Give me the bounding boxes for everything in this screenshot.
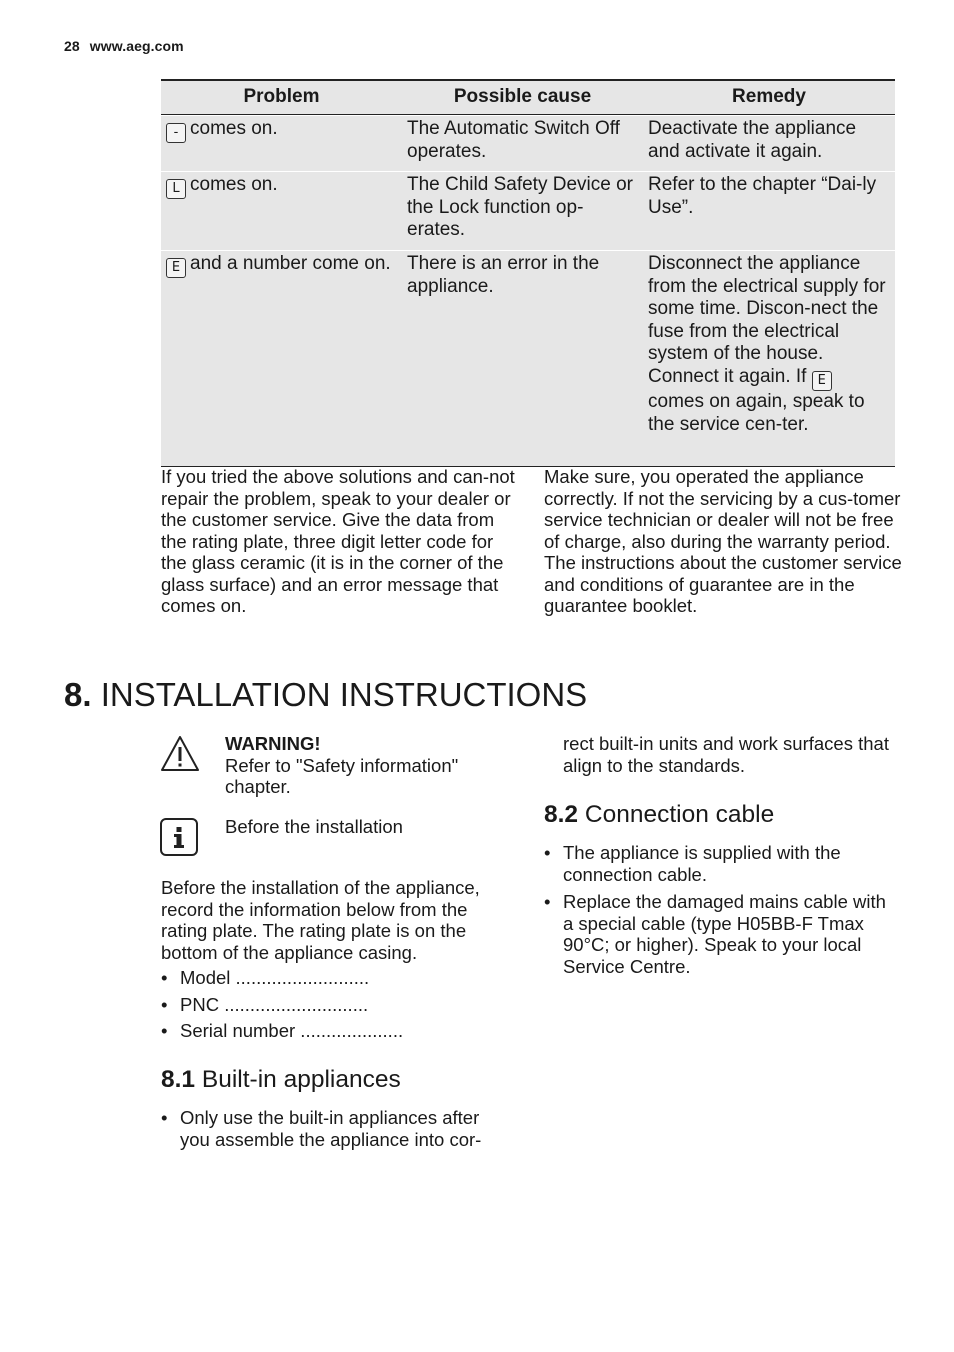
before-installation-paragraph: Before the installation of the appliance, record the information below from the rating plate. The rating plate is on the bottom of the appliance casing. — [161, 877, 480, 963]
warning-note — [225, 733, 505, 798]
built-in-list-continuation: rect built-in units and work surfaces that align to the standards. — [563, 733, 889, 776]
problem-text: and a number come on. — [190, 253, 391, 274]
display-symbol-icon: E — [812, 371, 832, 391]
warning-text: Refer to "Safety information" chapter. — [225, 754, 459, 797]
display-symbol-icon: - — [166, 123, 186, 143]
remedy-cell: Refer to the chapter “Dai-ly Use”. — [648, 174, 877, 218]
list-item: • PNC ............................ — [161, 994, 403, 1016]
cause-cell: The Automatic Switch Off operates. — [407, 118, 620, 162]
display-symbol-icon: E — [166, 258, 186, 278]
rating-plate-list — [161, 967, 403, 1047]
table-row — [161, 171, 895, 250]
problem-text: comes on. — [190, 118, 278, 139]
troubleshooting-table — [161, 79, 895, 467]
warranty-paragraph: Make sure, you operated the appliance correctly. If not the servicing by a cus-tomer service technician or dealer will not be free of charge, also during the warranty period. The instructions about the customer service and conditions of guarantee are in the guarantee booklet. — [544, 466, 902, 616]
chapter-title-text: INSTALLATION INSTRUCTIONS — [100, 676, 588, 713]
problem-text: comes on. — [190, 174, 278, 195]
warning-triangle-icon — [160, 735, 200, 773]
list-item: • The appliance is supplied with the connection cable. — [544, 842, 894, 885]
info-icon — [160, 818, 198, 856]
chapter-title — [64, 675, 587, 715]
problem-cell — [161, 251, 402, 466]
connection-cable-list — [544, 842, 894, 983]
remedy-cell — [643, 251, 895, 466]
section-number: 8.1 — [161, 1066, 196, 1093]
warning-title: WARNING! — [225, 733, 321, 754]
info-note-text: Before the installation — [225, 816, 403, 837]
section-title: Built-in appliances — [201, 1066, 401, 1093]
service-advice-paragraph: If you tried the above solutions and can-not repair the problem, speak to your dealer or the customer service. Give the data from the rating plate, three digit letter code for the glass ceramic (it is in the corner of the glass surface) and an error message that comes on. — [161, 466, 515, 616]
table-row — [161, 115, 895, 171]
list-item: • Serial number .................... — [161, 1020, 403, 1042]
cause-cell: There is an error in the appliance. — [407, 253, 600, 297]
website-link[interactable]: www.aeg.com — [89, 38, 184, 54]
column-header-remedy: Remedy — [732, 86, 806, 107]
remedy-text-continued: comes on again, speak to the service cen-ter. — [648, 390, 865, 435]
list-item: • Model .......................... — [161, 967, 403, 989]
cause-cell: The Child Safety Device or the Lock function op-erates. — [407, 174, 633, 241]
list-item: • Only use the built-in appliances after you assemble the appliance into cor- — [161, 1107, 511, 1150]
section-title: Connection cable — [584, 801, 775, 828]
column-header-cause: Possible cause — [453, 86, 592, 107]
list-item: • Replace the damaged mains cable with a special cable (type H05BB-F Tmax 90°C; or higher). Speak to your local Service Centre. — [544, 891, 894, 977]
built-in-list — [161, 1107, 511, 1150]
chapter-number: 8. — [64, 676, 92, 713]
page-header — [64, 38, 184, 54]
table-row — [161, 250, 895, 466]
page-number: 28 — [64, 38, 80, 54]
remedy-if-text: If — [795, 365, 807, 387]
section-number: 8.2 — [544, 801, 579, 828]
section-heading-8-1 — [161, 1065, 401, 1095]
remedy-text: Disconnect the appliance from the electrical supply for some time. Discon-nect the fuse from the electrical system of the house. Connect it again. — [648, 253, 886, 387]
problem-cell — [161, 116, 402, 171]
column-header-problem: Problem — [243, 86, 320, 107]
remedy-cell: Deactivate the appliance and activate it again. — [648, 118, 857, 162]
section-heading-8-2 — [544, 800, 774, 830]
display-symbol-icon: L — [166, 179, 186, 199]
table-header-row — [161, 81, 895, 115]
problem-cell — [161, 172, 402, 250]
